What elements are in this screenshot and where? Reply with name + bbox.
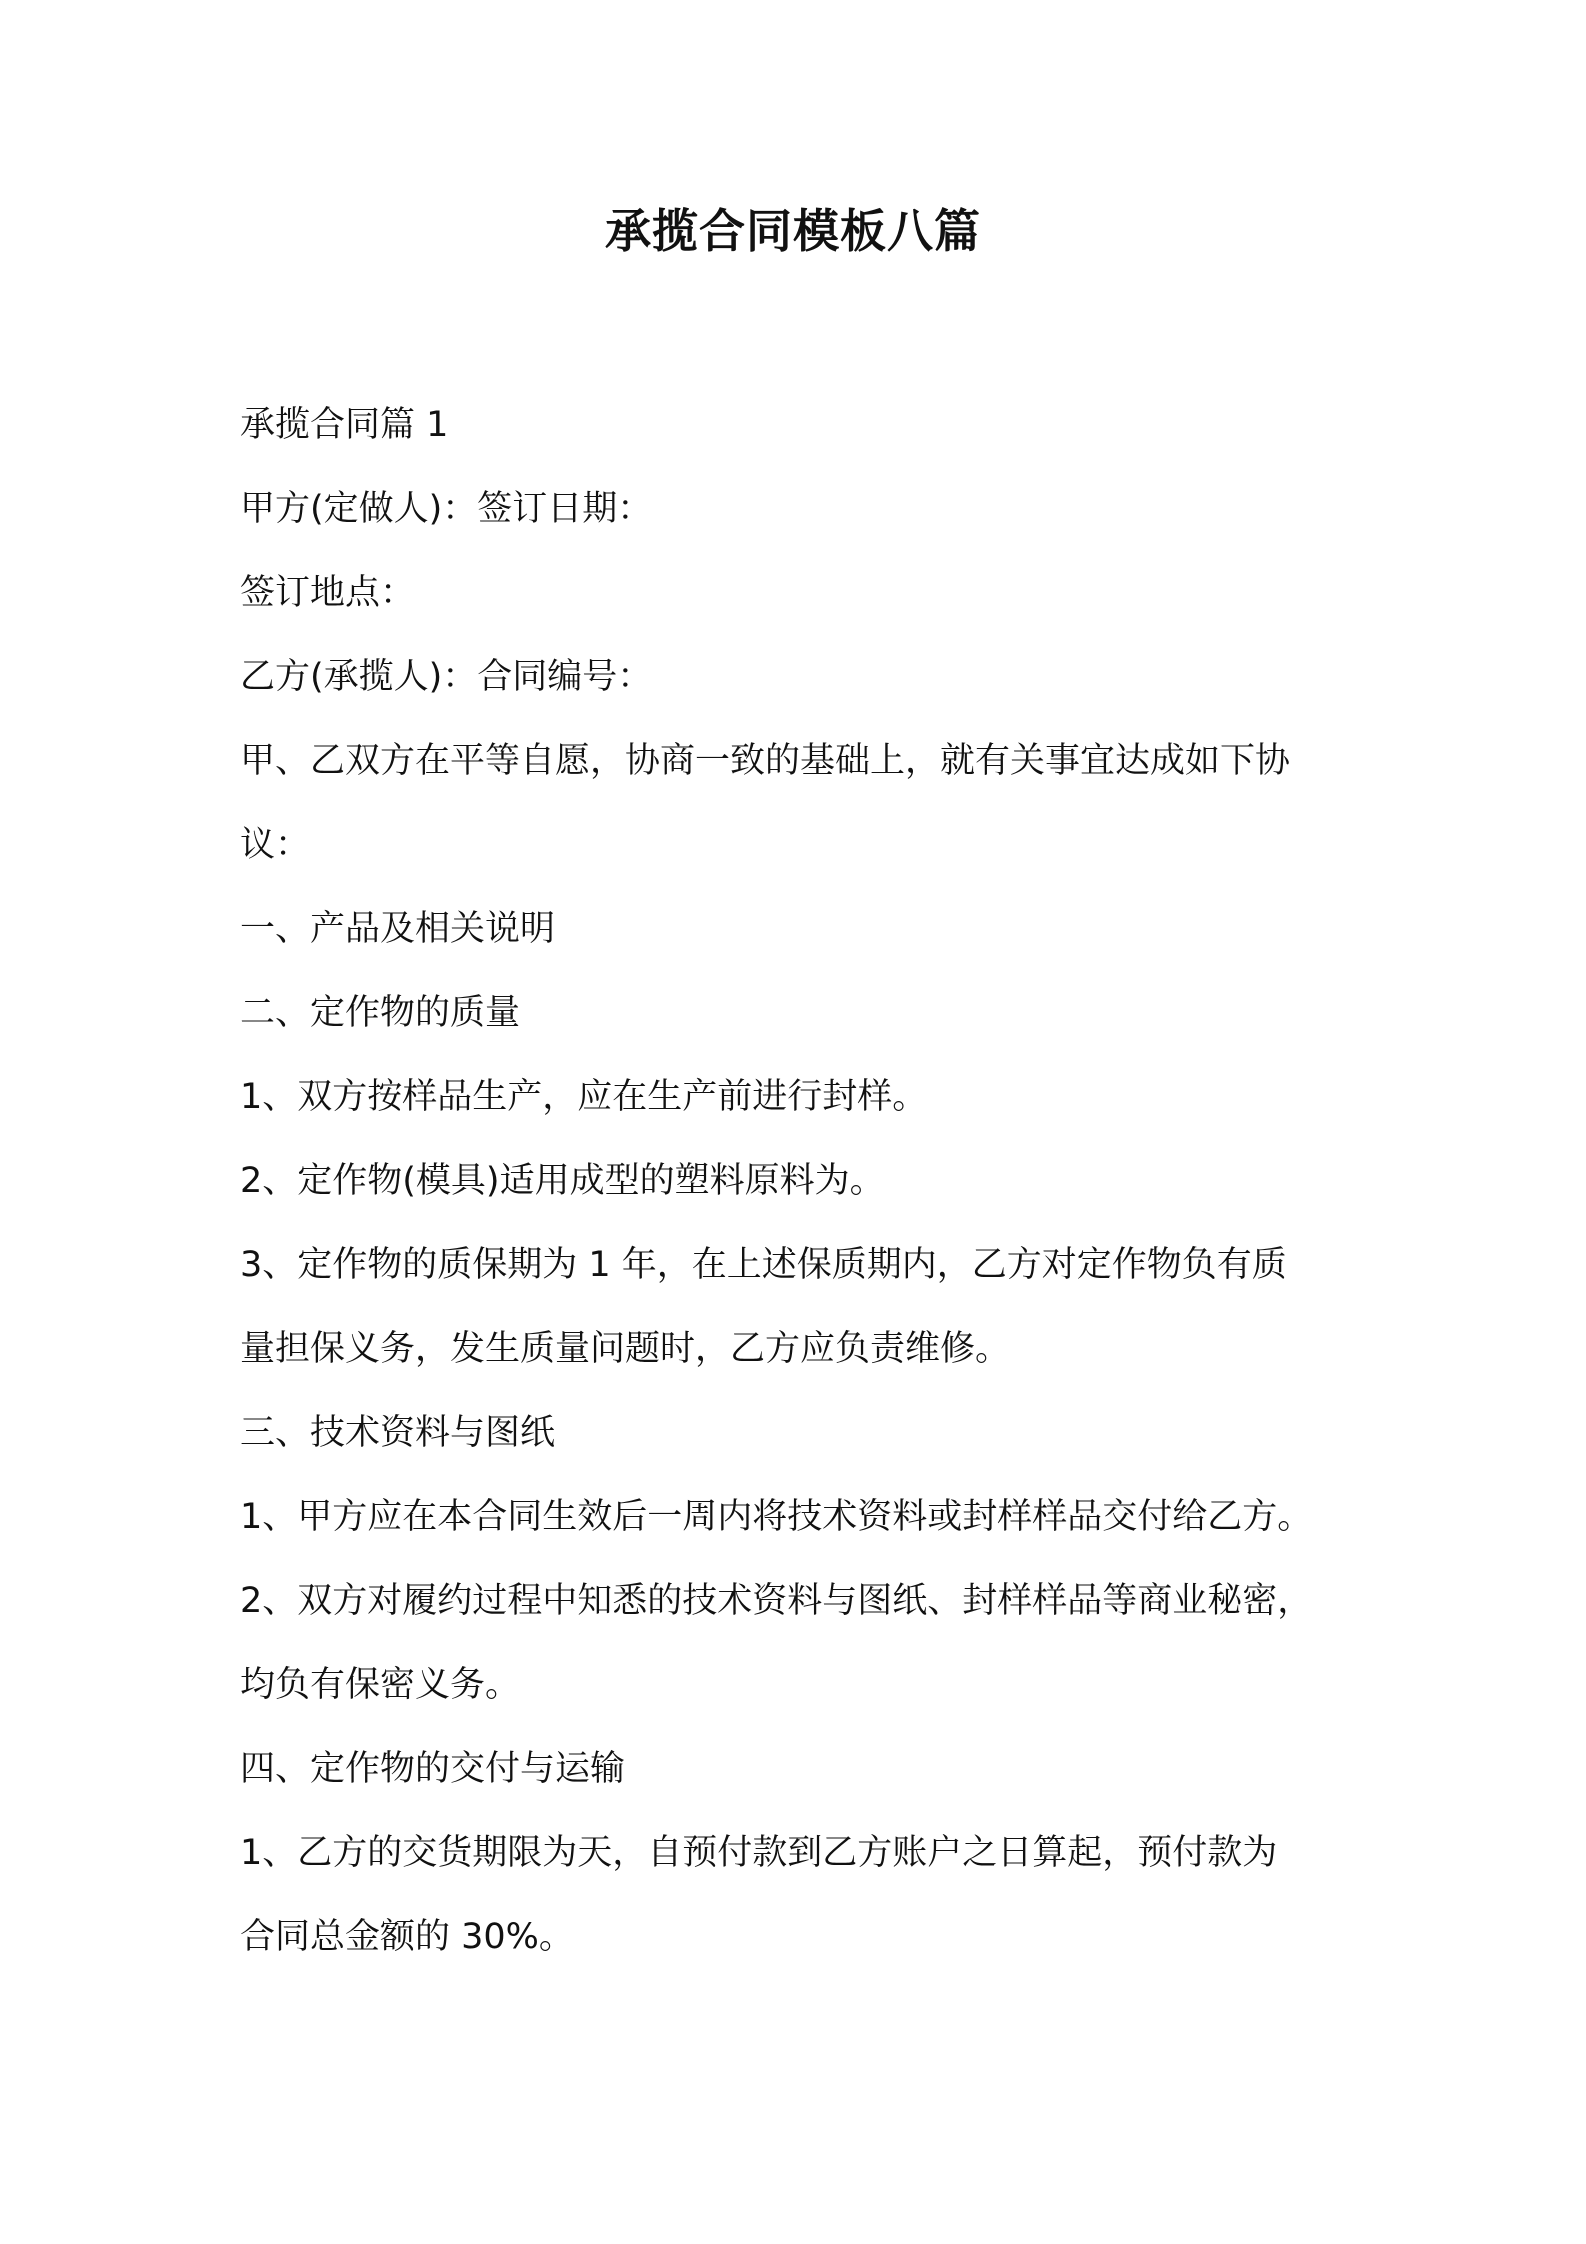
contract-section-heading: 承揽合同篇 1 — [240, 405, 449, 445]
clause-item: 量担保义务，发生质量问题时，乙方应负责维修。 — [240, 1329, 1011, 1369]
clause-item: 合同总金额的 30%。 — [240, 1917, 574, 1957]
clause-heading: 二、定作物的质量 — [240, 993, 521, 1033]
clause-item: 1、乙方的交货期限为天，自预付款到乙方账户之日算起，预付款为 — [240, 1833, 1278, 1873]
clause-heading: 一、产品及相关说明 — [240, 909, 556, 949]
clause-item: 1、双方按样品生产，应在生产前进行封样。 — [240, 1077, 928, 1117]
clause-item: 3、定作物的质保期为 1 年，在上述保质期内，乙方对定作物负有质 — [240, 1245, 1287, 1285]
clause-item: 2、定作物(模具)适用成型的塑料原料为。 — [240, 1161, 885, 1201]
party-a-line: 甲方(定做人)：签订日期： — [240, 489, 653, 529]
preamble-line: 甲、乙双方在平等自愿，协商一致的基础上，就有关事宜达成如下协 — [240, 741, 1291, 781]
clause-item: 均负有保密义务。 — [240, 1665, 521, 1705]
clause-item: 1、甲方应在本合同生效后一周内将技术资料或封样样品交付给乙方。 — [240, 1497, 1313, 1537]
document-body — [240, 405, 1370, 2004]
document-title: 承揽合同模板八篇 — [605, 204, 981, 258]
clause-item: 2、双方对履约过程中知悉的技术资料与图纸、封样样品等商业秘密， — [240, 1581, 1313, 1621]
clause-heading: 三、技术资料与图纸 — [240, 1413, 556, 1453]
preamble-line: 议： — [240, 825, 311, 865]
clause-heading: 四、定作物的交付与运输 — [240, 1749, 626, 1789]
signing-place-line: 签订地点： — [240, 573, 416, 613]
party-b-line: 乙方(承揽人)：合同编号： — [240, 657, 653, 697]
